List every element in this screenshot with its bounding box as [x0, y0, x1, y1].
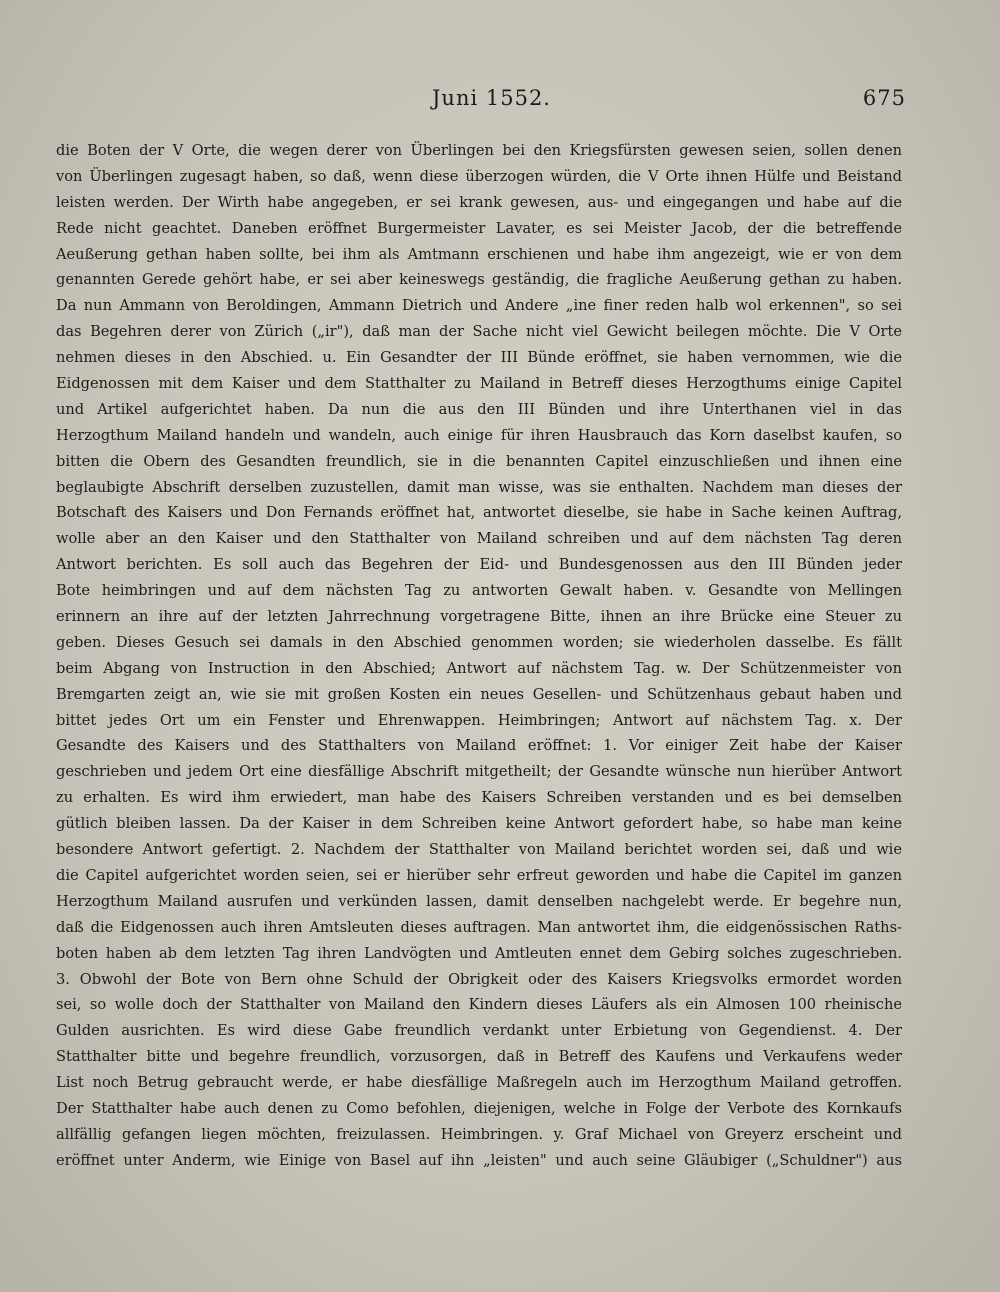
text-line: Statthalter bitte und begehre freundlich, vorzusorgen, daß in Betreff des Kaufens und Verkaufens weder — [56, 1048, 902, 1066]
text-line: sei, so wolle doch der Statthalter von Mailand den Kindern dieses Läufers als ein Almosen 100 rheinische — [56, 996, 902, 1014]
text-line: nehmen dieses in den Abschied. u. Ein Gesandter der III Bünde eröffnet, sie haben vernommen, wie die — [56, 349, 902, 367]
text-line: Gesandte des Kaisers und des Statthalters von Mailand eröffnet: 1. Vor einiger Zeit habe der Kaiser — [56, 737, 902, 755]
text-line: beglaubigte Abschrift derselben zuzustellen, damit man wisse, was sie enthalten. Nachdem man dieses der — [56, 478, 902, 496]
text-line: Botschaft des Kaisers und Don Fernands eröffnet hat, antwortet dieselbe, sie habe in Sache keinen Auftrag, — [56, 504, 902, 522]
text-line: Antwort berichten. Es soll auch das Begehren der Eid- und Bundesgenossen aus den III Bünden jeder — [56, 556, 902, 574]
text-line: die Boten der V Orte, die wegen derer von Überlingen bei den Kriegsfürsten gewesen seien, sollen denen — [56, 142, 902, 159]
text-line: leisten werden. Der Wirth habe angegeben, er sei krank gewesen, aus- und eingegangen und habe auf die — [56, 193, 902, 211]
text-line: geschrieben und jedem Ort eine diesfällige Abschrift mitgetheilt; der Gesandte wünsche nun hierüber Antwort — [56, 763, 902, 781]
text-line: Bremgarten zeigt an, wie sie mit großen Kosten ein neues Gesellen- und Schützenhaus gebaut haben und — [56, 685, 902, 703]
text-line: Aeußerung gethan haben sollte, bei ihm als Amtmann erschienen und habe ihm angezeigt, wie er von dem — [56, 245, 902, 263]
text-line: boten haben ab dem letzten Tag ihren Landvögten und Amtleuten ennet dem Gebirg solches zugeschrieben. — [56, 944, 902, 962]
text-line: erinnern an ihre auf der letzten Jahrrechnung vorgetragene Bitte, ihnen an ihre Brücke eine Steuer zu — [56, 608, 902, 626]
text-line: Herzogthum Mailand handeln und wandeln, auch einige für ihren Hausbrauch das Korn daselbst kaufen, so — [56, 426, 902, 444]
text-line: Rede nicht geachtet. Daneben eröffnet Burgermeister Lavater, es sei Meister Jacob, der die betreffende — [56, 219, 902, 237]
text-line: beim Abgang von Instruction in den Abschied; Antwort auf nächstem Tag. w. Der Schützenmeister von — [56, 659, 902, 677]
text-line: Eidgenossen mit dem Kaiser und dem Statthalter zu Mailand in Betreff dieses Herzogthums einige Capitel — [56, 375, 902, 393]
text-line: Herzogthum Mailand ausrufen und verkünden lassen, damit denselben nachgelebt werde. Er begehre nun, — [56, 892, 902, 910]
running-head-date: Juni 1552. — [432, 86, 551, 110]
text-line: Gulden ausrichten. Es wird diese Gabe freundlich verdankt unter Erbietung von Gegendienst. 4. Der — [56, 1022, 902, 1040]
body-text — [56, 138, 902, 1174]
text-line: das Begehren derer von Zürich („ir"), daß man der Sache nicht viel Gewicht beilegen möchte. Die V Orte — [56, 323, 902, 341]
text-line: 3. Obwohl der Bote von Bern ohne Schuld der Obrigkeit oder des Kaisers Kriegsvolks ermordet worden — [56, 970, 902, 988]
text-line: besondere Antwort gefertigt. 2. Nachdem der Statthalter von Mailand berichtet worden sei, daß und wie — [56, 841, 902, 859]
text-line: geben. Dieses Gesuch sei damals in den Abschied genommen worden; sie wiederholen dasselbe. Es fällt — [56, 633, 902, 651]
text-line: von Überlingen zugesagt haben, so daß, wenn diese überzogen würden, die V Orte ihnen Hülfe und Beistand — [56, 167, 902, 185]
text-line: daß die Eidgenossen auch ihren Amtsleuten dieses auftragen. Man antwortet ihm, die eidgenössischen Raths- — [56, 918, 902, 936]
text-line: Bote heimbringen und auf dem nächsten Tag zu antworten Gewalt haben. v. Gesandte von Mellingen — [56, 582, 902, 600]
text-line: die Capitel aufgerichtet worden seien, sei er hierüber sehr erfreut geworden und habe die Capitel im ganzen — [56, 866, 902, 884]
text-line: eröffnet unter Anderm, wie Einige von Basel auf ihn „leisten" und auch seine Gläubiger („Schuldner") aus — [56, 1151, 902, 1169]
running-head — [56, 86, 906, 120]
text-line: bitten die Obern des Gesandten freundlich, sie in die benannten Capitel einzuschließen und ihnen eine — [56, 452, 902, 470]
text-line: genannten Gerede gehört habe, er sei aber keineswegs geständig, die fragliche Aeußerung gethan zu haben. — [56, 271, 902, 289]
text-line: bittet jedes Ort um ein Fenster und Ehrenwappen. Heimbringen; Antwort auf nächstem Tag. x. Der — [56, 711, 902, 729]
text-line: zu erhalten. Es wird ihm erwiedert, man habe des Kaisers Schreiben verstanden und es bei demselben — [56, 789, 902, 807]
page-number: 675 — [862, 86, 906, 110]
text-line: gütlich bleiben lassen. Da der Kaiser in dem Schreiben keine Antwort gefordert habe, so habe man keine — [56, 815, 902, 833]
text-line: Der Statthalter habe auch denen zu Como befohlen, diejenigen, welche in Folge der Verbote des Kornkaufs — [56, 1099, 902, 1117]
text-line: List noch Betrug gebraucht werde, er habe diesfällige Maßregeln auch im Herzogthum Mailand getroffen. — [56, 1074, 902, 1092]
text-line: allfällig gefangen liegen möchten, freizulassen. Heimbringen. y. Graf Michael von Greyerz erscheint und — [56, 1125, 902, 1143]
text-line: und Artikel aufgerichtet haben. Da nun die aus den III Bünden und ihre Unterthanen viel in das — [56, 400, 902, 418]
text-line: Da nun Ammann von Beroldingen, Ammann Dietrich und Andere „ine finer reden halb wol erkennen", so sei — [56, 297, 902, 315]
text-line: wolle aber an den Kaiser und den Statthalter von Mailand schreiben und auf dem nächsten Tag deren — [56, 530, 902, 548]
